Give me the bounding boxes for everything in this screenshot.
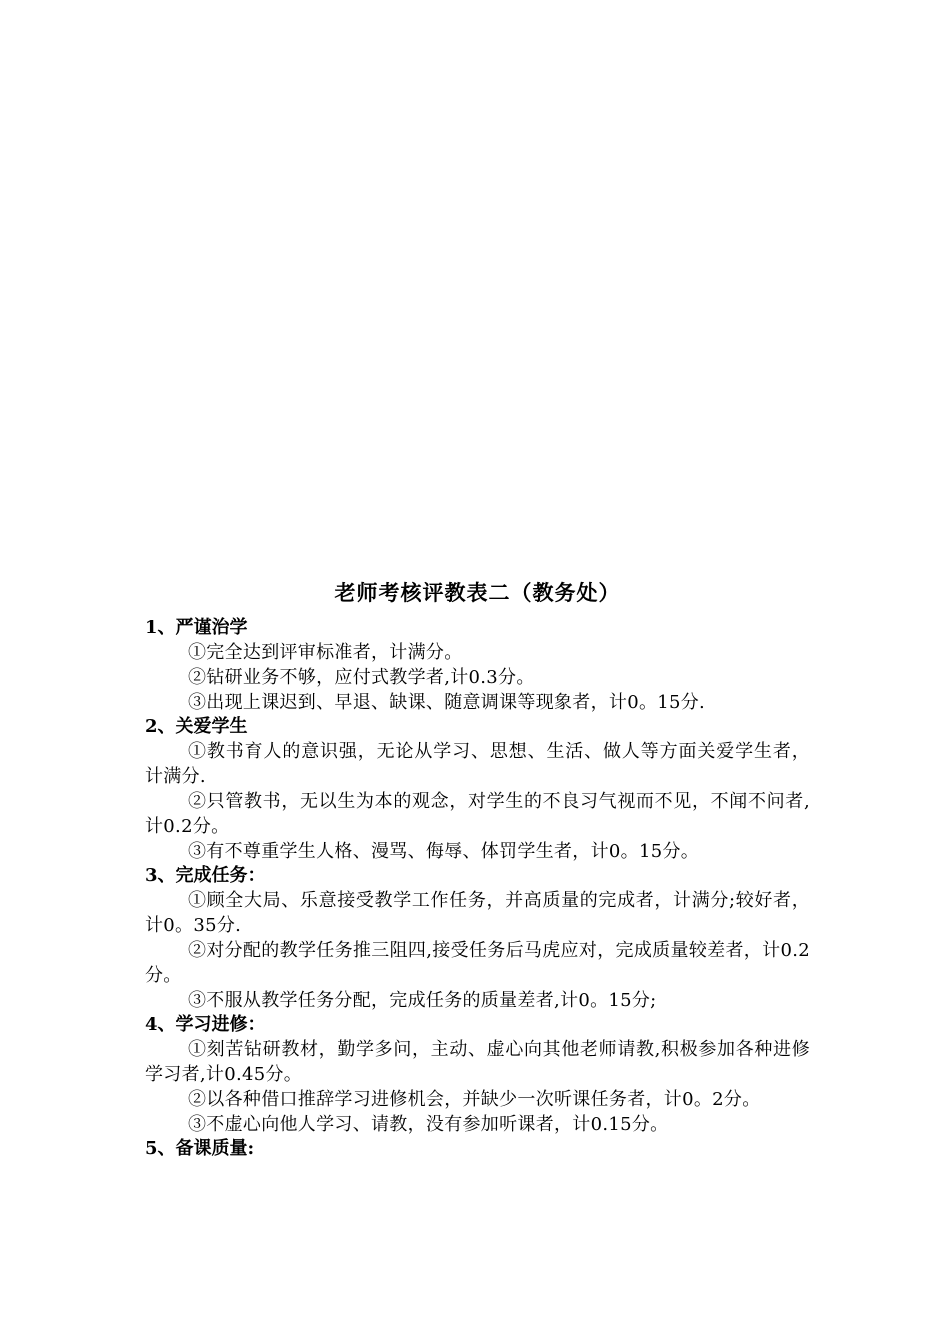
section-item: ①刻苦钻研教材，勤学多问，主动、虚心向其他老师请教,积极参加各种进修学习者,计0.45分。 (145, 1039, 810, 1085)
section-item: ②只管教书，无以生为本的观念，对学生的不良习气视而不见，不闻不问者,计0.2分。 (145, 791, 810, 837)
section-4 (145, 1013, 810, 1137)
document-title: 老师考核评教表二（教务处） (334, 580, 621, 605)
section-item: ③不虚心向他人学习、请教，没有参加听课者，计0.15分。 (188, 1114, 669, 1135)
section-item: ③有不尊重学生人格、漫骂、侮辱、体罚学生者，计0。15分。 (188, 841, 700, 862)
section-heading: 5、备课质量: (145, 1138, 255, 1159)
section-item: ③不服从教学任务分配，完成任务的质量差者,计0。15分; (188, 990, 657, 1011)
section-item: ③出现上课迟到、早退、缺课、随意调课等现象者，计0。15分. (188, 692, 706, 713)
document-body (145, 578, 810, 1161)
section-item: ①顾全大局、乐意接受教学工作任务，并高质量的完成者，计满分;较好者，计0。35分. (145, 890, 810, 936)
section-heading: 4、学习进修： (145, 1014, 266, 1035)
section-heading: 1、严谨治学 (145, 617, 248, 638)
section-item: ②以各种借口推辞学习进修机会，并缺少一次听课任务者，计0。2分。 (188, 1089, 761, 1110)
section-item: ②对分配的教学任务推三阻四,接受任务后马虎应对，完成质量较差者，计0.2分。 (145, 940, 810, 986)
section-1 (145, 616, 810, 715)
section-2 (145, 715, 810, 864)
section-5 (145, 1137, 810, 1161)
section-item: ①完全达到评审标准者，计满分。 (188, 642, 463, 663)
section-heading: 3、完成任务： (145, 865, 266, 886)
section-item: ②钻研业务不够，应付式教学者,计0.3分。 (188, 667, 535, 688)
section-item: ①教书育人的意识强，无论从学习、思想、生活、做人等方面关爱学生者，计满分. (145, 741, 810, 787)
section-heading: 2、关爱学生 (145, 716, 248, 737)
section-3 (145, 864, 810, 1013)
